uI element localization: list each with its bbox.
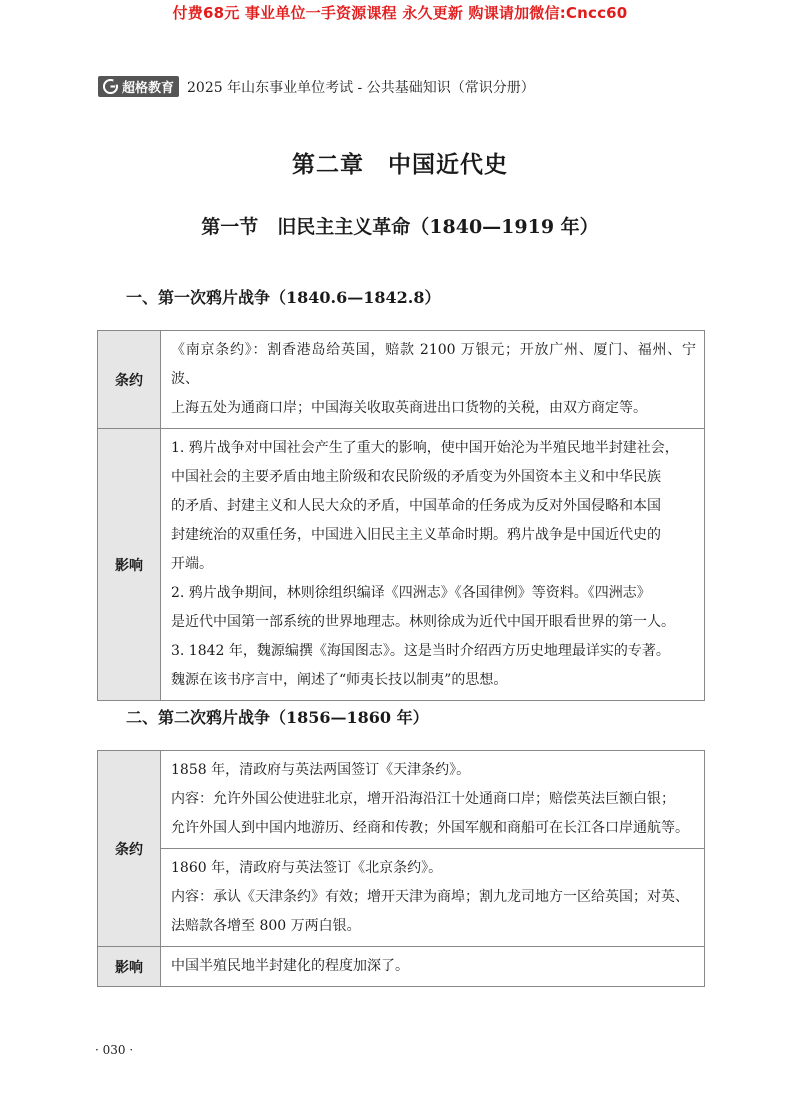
text-line: 是近代中国第一部系统的世界地理志。林则徐成为近代中国开眼看世界的第一人。: [171, 614, 675, 630]
treaty-content: [161, 331, 705, 429]
text-line: 内容：承认《天津条约》有效；增开天津为商埠；割九龙司地方一区给英国；对英、: [171, 889, 689, 905]
text-line: 1. 鸦片战争对中国社会产生了重大的影响，使中国开始沦为半殖民地半封建社会，: [171, 440, 679, 456]
text-line: 2. 鸦片战争期间，林则徐组织编译《四洲志》《各国律例》等资料。《四洲志》: [171, 585, 651, 601]
section-title: 第一节 旧民主主义革命（1840—1919 年）: [201, 216, 599, 238]
text-line: 中国半殖民地半封建化的程度加深了。: [171, 958, 409, 974]
text-line: 封建统治的双重任务，中国进入旧民主主义革命时期。鸦片战争是中国近代史的: [171, 527, 661, 543]
text-line: 内容：允许外国公使进驻北京，增开沿海沿江十处通商口岸；赔偿英法巨额白银；: [171, 791, 675, 807]
table-row: [98, 947, 705, 987]
opium-war-2-table: [97, 750, 705, 987]
part1-heading: 一、第一次鸦片战争（1840.6—1842.8）: [126, 288, 441, 307]
row-label-impact: 影响: [98, 429, 161, 701]
part2-heading: 二、第二次鸦片战争（1856—1860 年）: [126, 708, 429, 727]
text-line: 法赔款各增至 800 万两白银。: [171, 918, 361, 934]
text-line: 的矛盾、封建主义和人民大众的矛盾，中国革命的任务成为反对外国侵略和本国: [171, 498, 661, 514]
table-row: [98, 331, 705, 429]
chapter-title: 第二章 中国近代史: [292, 151, 508, 178]
row-label-treaty: 条约: [98, 751, 161, 947]
impact-content: [161, 429, 705, 701]
table-row: [98, 751, 705, 849]
opium-war-1-table: [97, 330, 705, 701]
text-line: 允许外国人到中国内地游历、经商和传教；外国军舰和商船可在长江各口岸通航等。: [171, 820, 689, 836]
publisher-logo: [98, 76, 179, 97]
watermark-banner: 付费68元 事业单位一手资源课程 永久更新 购课请加微信:Cncc60: [172, 4, 628, 22]
table-row: [98, 849, 705, 947]
text-line: 3. 1842 年，魏源编撰《海国图志》。这是当时介绍西方历史地理最详实的专著。: [171, 643, 670, 659]
text-line: 《南京条约》：割香港岛给英国，赔款 2100 万银元；开放广州、厦门、福州、宁波、: [171, 342, 696, 387]
text-line: 1860 年，清政府与英法签订《北京条约》。: [171, 860, 443, 876]
impact-content: [161, 947, 705, 987]
logo-g-icon: [103, 79, 118, 94]
text-line: 开端。: [171, 556, 213, 572]
row-label-impact: 影响: [98, 947, 161, 987]
tianjin-treaty-content: [161, 751, 705, 849]
logo-text: 超格教育: [122, 81, 175, 96]
text-line: 魏源在该书序言中，阐述了“师夷长技以制夷”的思想。: [171, 672, 508, 688]
page-header: [98, 76, 535, 97]
header-title: 2025 年山东事业单位考试 - 公共基础知识（常识分册）: [187, 79, 535, 96]
beijing-treaty-content: [161, 849, 705, 947]
text-line: 1858 年，清政府与英法两国签订《天津条约》。: [171, 762, 471, 778]
text-line: 上海五处为通商口岸；中国海关收取英商进出口货物的关税，由双方商定等。: [171, 400, 647, 416]
table-row: [98, 429, 705, 701]
text-line: 中国社会的主要矛盾由地主阶级和农民阶级的矛盾变为外国资本主义和中华民族: [171, 469, 661, 485]
page-number: · 030 ·: [95, 1043, 134, 1057]
row-label-treaty: 条约: [98, 331, 161, 429]
